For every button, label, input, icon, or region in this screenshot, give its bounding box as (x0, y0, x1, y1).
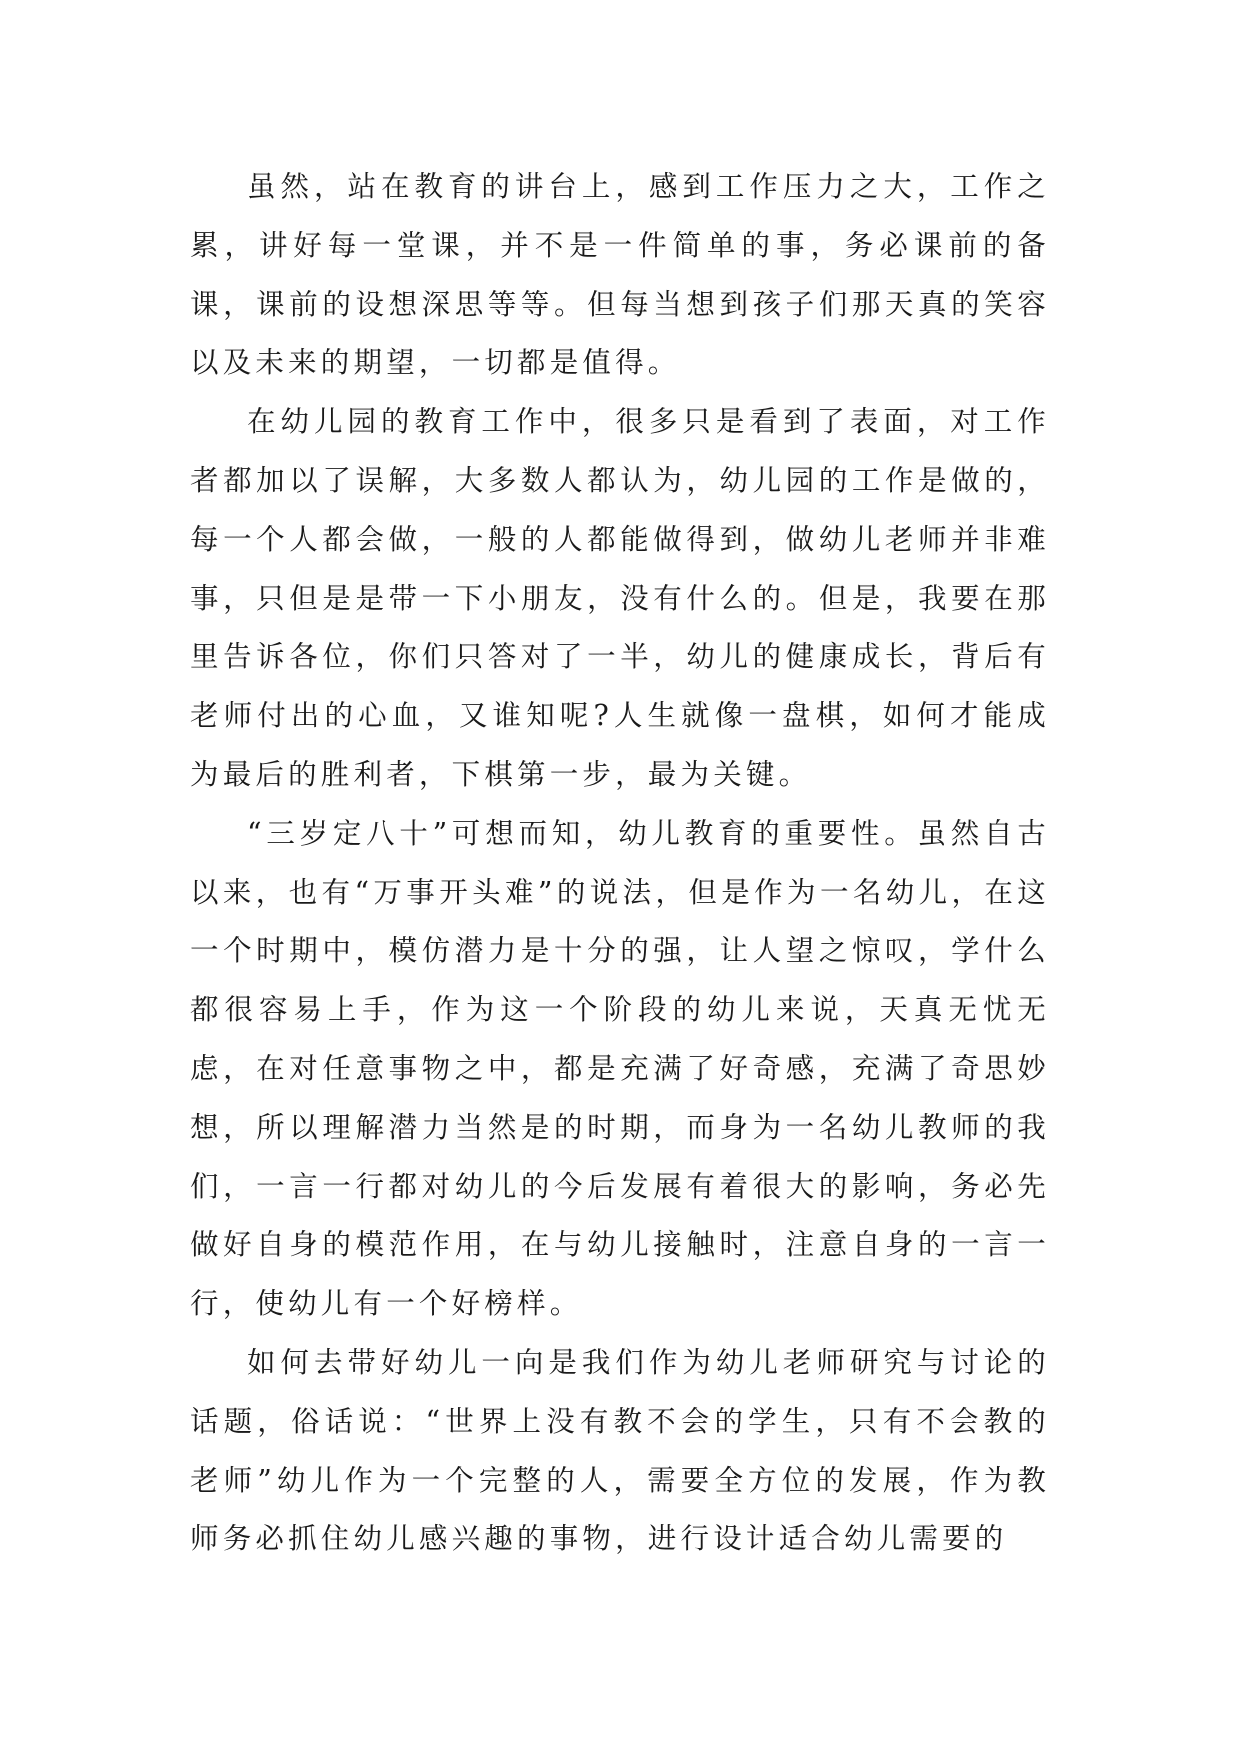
paragraph-3: “三岁定八十”可想而知，幼儿教育的重要性。虽然自古以来，也有“万事开头难”的说法，但是作为一名幼儿，在这一个时期中，模仿潜力是十分的强，让人望之惊叹，学什么都很容易上手，作为这一个阶段的幼儿来说，天真无忧无虑，在对任意事物之中，都是充满了好奇感，充满了奇思妙想，所以理解潜力当然是的时期，而身为一名幼儿教师的我们，一言一行都对幼儿的今后发展有着很大的影响，务必先做好自身的模范作用，在与幼儿接触时，注意自身的一言一行，使幼儿有一个好榜样。 (190, 816, 1050, 1321)
paragraph-1: 虽然，站在教育的讲台上，感到工作压力之大，工作之累，讲好每一堂课，并不是一件简单的事，务必课前的备课，课前的设想深思等等。但每当想到孩子们那天真的笑容以及未来的期望，一切都是值得。 (190, 170, 1050, 380)
paragraph-4: 如何去带好幼儿一向是我们作为幼儿老师研究与讨论的话题，俗话说：“世界上没有教不会的学生，只有不会教的老师”幼儿作为一个完整的人，需要全方位的发展，作为教师务必抓住幼儿感兴趣的事物，进行设计适合幼儿需要的 (190, 1345, 1050, 1556)
document-body (190, 158, 1050, 1569)
paragraph-2: 在幼儿园的教育工作中，很多只是看到了表面，对工作者都加以了误解，大多数人都认为，幼儿园的工作是做的，每一个人都会做，一般的人都能做得到，做幼儿老师并非难事，只但是是带一下小朋友，没有什么的。但是，我要在那里告诉各位，你们只答对了一半，幼儿的健康成长，背后有老师付出的心血，又谁知呢?人生就像一盘棋，如何才能成为最后的胜利者，下棋第一步，最为关键。 (190, 405, 1050, 791)
